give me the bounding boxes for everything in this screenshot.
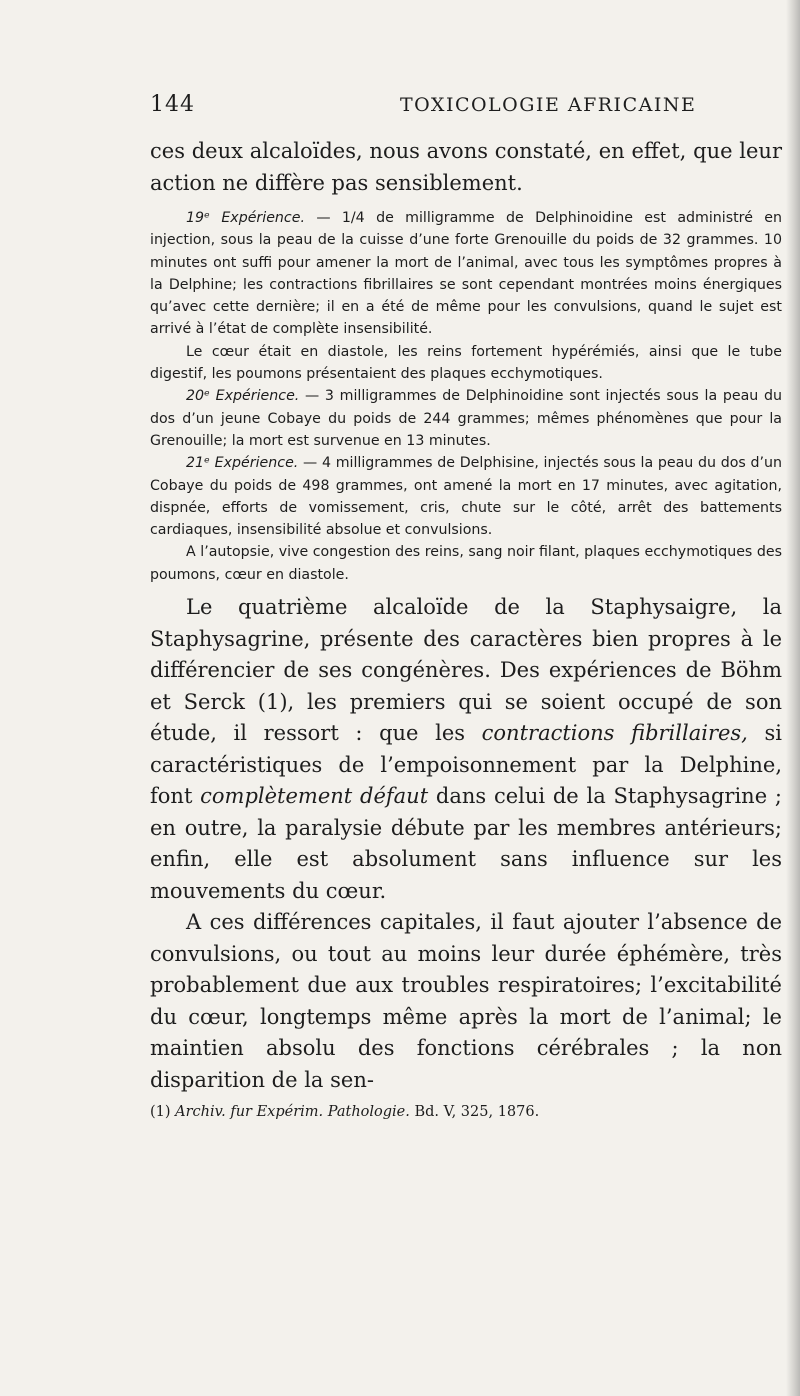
experience-21-label: 21ᵉ Expérience. [186, 455, 299, 472]
page-header [150, 92, 790, 122]
experience-20-text: — 3 milligrammes de Delphinoidine sont injectés sous la peau du dos d’un jeune Cobaye du poids de 244 grammes; mêmes phénomènes que pour la Grenouille; la mort est survenue en 13 minutes. [150, 388, 782, 449]
staphysagrine-text-a: Le quatrième alcaloïde de la Staphysaigre, la Staphysagrine, présente des caractères bien propres à le différencier de ses congénères. Des expériences de Böhm et Serck (1), les premiers qui se soient occupé de son étude, il ressort : que les [150, 595, 782, 746]
page-number: 144 [150, 92, 195, 117]
page-body [150, 136, 782, 1096]
paragraph-intro: ces deux alcaloïdes, nous avons constaté, en effet, que leur action ne diffère pas sensiblement. [150, 139, 782, 195]
staphysagrine-text-b: si caractéristiques de l’empoisonnement par la Delphine, font [150, 721, 782, 809]
experience-21-text: — 4 milligrammes de Delphisine, injectés sous la peau du dos d’un Cobaye du poids de 498 grammes, ont amené la mort en 17 minutes, avec agitation, dispnée, efforts de vomissement, cris, chute sur le côté, arrêt des battements cardiaques, insensibilité absolue et convulsions. [150, 455, 783, 539]
running-title: TOXICOLOGIE AFRICAINE [400, 94, 697, 116]
paragraph-experience-20 [150, 385, 782, 452]
staphysagrine-italic-2: complètement défaut [200, 784, 429, 809]
experience-20-label: 20ᵉ Expérience. [186, 388, 300, 405]
paragraph-staphysagrine [150, 592, 782, 907]
footnote-details: Bd. V, 325, 1876. [414, 1104, 540, 1120]
paragraph-autopsy: A l’autopsie, vive congestion des reins, sang noir filant, plaques ecchymotiques des poumons, cœur en diastole. [150, 544, 782, 583]
staphysagrine-text-c: dans celui de la Staphysagrine ; en outre, la paralysie débute par les membres antérieurs; enfin, elle est absolument sans influence sur les mouvements du cœur. [150, 784, 782, 903]
paragraph-heart-state: Le cœur était en diastole, les reins fortement hypérémiés, ainsi que le tube digestif, les poumons présentaient des plaques ecchymotiques. [150, 343, 782, 383]
staphysagrine-italic-1: contractions fibrillaires, [481, 721, 748, 746]
paragraph-experience-19 [150, 207, 782, 341]
footnote-marker: (1) [150, 1104, 171, 1120]
footnote [150, 1102, 782, 1122]
experience-19-text: — 1/4 de milligramme de Delphinoidine est administré en injection, sous la peau de la cuisse d’une forte Grenouille du poids de 32 grammes. 10 minutes ont suffi pour amener la mort de l’animal, avec tous les symptômes propres à la Delphine; les contractions fibrillaires se sont cependant montrées moins énergiques qu’avec cette dernière; il en a été de même pour les convulsions, quand le sujet est arrivé à l’état de complète insensibilité. [150, 210, 783, 338]
paragraph-differences: A ces différences capitales, il faut ajouter l’absence de convulsions, ou tout au moins leur durée éphémère, très probablement due aux troubles respiratoires; l’excitabilité du cœur, longtemps même après la mort de l’animal; le maintien absolu des fonctions cérébrales ; la non disparition de la sen- [150, 910, 782, 1092]
experience-19-label: 19ᵉ Expérience. [186, 210, 305, 226]
page-edge-shadow [786, 0, 800, 1396]
footnote-source: Archiv. fur Expérim. Pathologie. [175, 1104, 410, 1120]
paragraph-experience-21 [150, 452, 782, 541]
